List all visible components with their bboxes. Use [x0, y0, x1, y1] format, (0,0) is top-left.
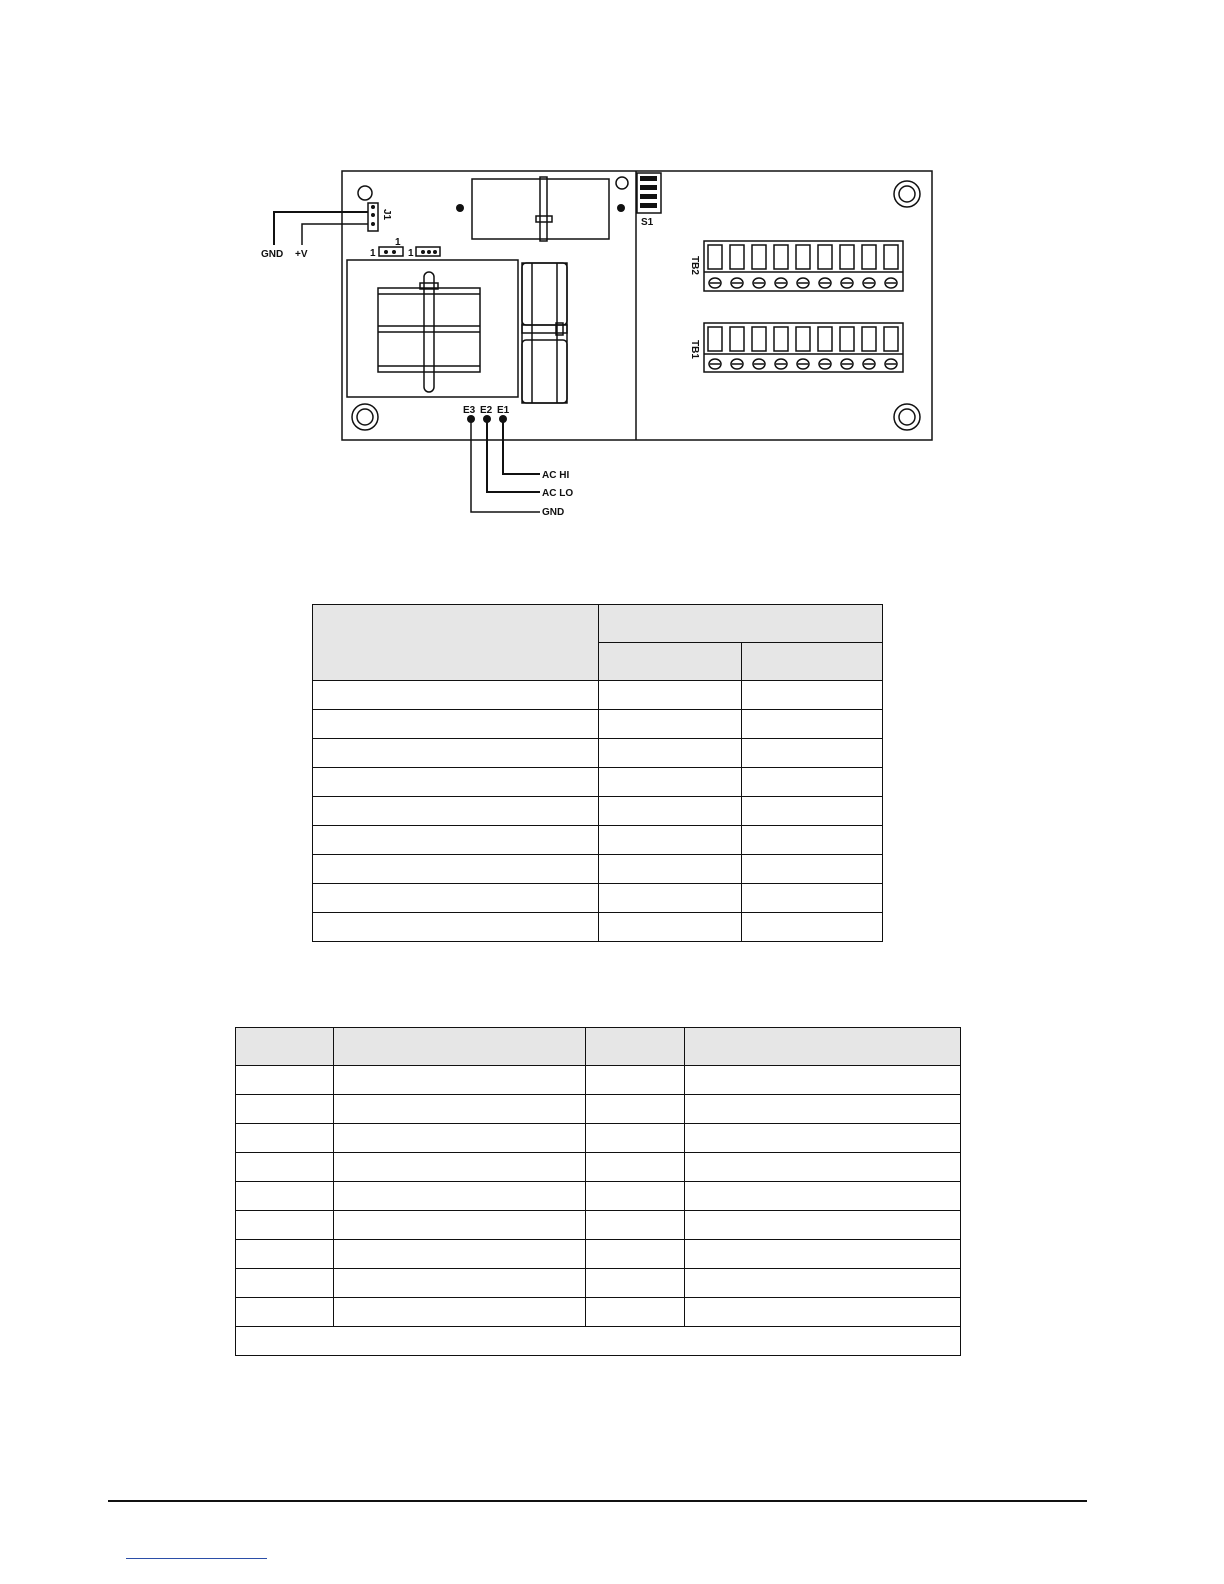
table-cell [742, 768, 883, 797]
table-row [236, 1269, 961, 1298]
table-1-header-col-1 [313, 605, 599, 681]
terminal-cell [818, 245, 832, 269]
terminal-block-tb1 [704, 323, 903, 372]
table-cell [236, 1211, 334, 1240]
table-2-header-col-3 [586, 1028, 685, 1066]
table-cell [236, 1269, 334, 1298]
label-gnd-bottom: GND [542, 507, 565, 518]
label-jumper-pin-left: 1 [370, 248, 376, 259]
table-footer-row [236, 1327, 961, 1356]
table-2-header-col-1 [236, 1028, 334, 1066]
table-row [313, 826, 883, 855]
table-cell [586, 1211, 685, 1240]
table-cell [599, 739, 742, 768]
table-cell [334, 1298, 586, 1327]
jumper-1 [379, 247, 403, 256]
table-cell [236, 1124, 334, 1153]
table-cell [313, 884, 599, 913]
label-tb1: TB1 [689, 340, 700, 359]
pad-e1 [499, 415, 507, 423]
mounting-hole-bottom-right [894, 404, 920, 430]
label-e3: E3 [463, 405, 476, 416]
table-cell [586, 1269, 685, 1298]
table-cell [599, 710, 742, 739]
table-cell [685, 1240, 961, 1269]
table-2 [235, 1027, 961, 1356]
terminal-cell [884, 327, 898, 351]
table-cell [236, 1298, 334, 1327]
table-row [313, 681, 883, 710]
table-cell [742, 681, 883, 710]
table-cell [313, 913, 599, 942]
table-cell [313, 710, 599, 739]
table-cell [334, 1153, 586, 1182]
terminal-cell [708, 245, 722, 269]
table-cell [334, 1211, 586, 1240]
table-row [236, 1240, 961, 1269]
table-row [313, 884, 883, 913]
mounting-hole-top-right [894, 181, 920, 207]
table-row [313, 768, 883, 797]
table-row [313, 710, 883, 739]
table-row [236, 1211, 961, 1240]
label-ac-lo: AC LO [542, 488, 574, 499]
terminal-cell [752, 245, 766, 269]
terminal-cell [862, 245, 876, 269]
label-tb2: TB2 [689, 256, 700, 275]
table-cell [742, 826, 883, 855]
table-cell [742, 855, 883, 884]
table-2-header-col-2 [334, 1028, 586, 1066]
terminal-cell [752, 327, 766, 351]
table-row [236, 1182, 961, 1211]
terminal-cell [730, 327, 744, 351]
mounting-hole-top-left [358, 186, 372, 200]
table-cell [313, 681, 599, 710]
table-cell [586, 1240, 685, 1269]
wire-gnd [274, 212, 368, 245]
terminal-cell [840, 327, 854, 351]
terminal-cell [818, 327, 832, 351]
table-cell [334, 1240, 586, 1269]
table-footer-cell [236, 1327, 961, 1356]
table-cell [599, 681, 742, 710]
table-cell [586, 1153, 685, 1182]
table-1-header-col-2 [599, 643, 742, 681]
circuit-board-diagram [0, 0, 1224, 560]
wire-ac-hi [503, 419, 540, 474]
terminal-cell [840, 245, 854, 269]
table-2-header-col-4 [685, 1028, 961, 1066]
label-plus-v: +V [295, 249, 308, 260]
table-row [236, 1124, 961, 1153]
table-cell [236, 1095, 334, 1124]
label-e2: E2 [480, 405, 493, 416]
table-cell [313, 826, 599, 855]
table-cell [334, 1124, 586, 1153]
table-1 [312, 604, 883, 942]
label-j1: J1 [381, 209, 392, 221]
label-jumper-pin-right: 1 [408, 248, 414, 259]
table-cell [742, 797, 883, 826]
relay-component [472, 177, 609, 241]
table-cell [742, 739, 883, 768]
terminal-cell [774, 245, 788, 269]
table-2-body [236, 1066, 961, 1356]
table-cell [685, 1298, 961, 1327]
label-gnd-left: GND [261, 249, 284, 260]
table-cell [236, 1066, 334, 1095]
table-cell [599, 797, 742, 826]
table-cell [236, 1240, 334, 1269]
mounting-hole-bottom-left [352, 404, 378, 430]
table-cell [334, 1182, 586, 1211]
terminal-cell [862, 327, 876, 351]
table-row [236, 1298, 961, 1327]
label-e1: E1 [497, 405, 510, 416]
table-cell [599, 913, 742, 942]
terminal-cell [796, 245, 810, 269]
table-row [313, 739, 883, 768]
terminal-cell [796, 327, 810, 351]
table-cell [742, 710, 883, 739]
label-ac-hi: AC HI [542, 470, 570, 481]
table-row [236, 1095, 961, 1124]
table-cell [236, 1182, 334, 1211]
table-cell [685, 1066, 961, 1095]
table-cell [586, 1298, 685, 1327]
table-cell [599, 884, 742, 913]
table-cell [742, 913, 883, 942]
table-cell [685, 1124, 961, 1153]
label-jumper-pin-top: 1 [395, 237, 401, 248]
table-cell [313, 855, 599, 884]
table-cell [599, 768, 742, 797]
table-cell [685, 1211, 961, 1240]
wire-plus-v [302, 224, 368, 245]
table-cell [236, 1153, 334, 1182]
table-cell [586, 1124, 685, 1153]
table-cell [742, 884, 883, 913]
terminal-cell [730, 245, 744, 269]
pad-e2 [483, 415, 491, 423]
table-cell [313, 768, 599, 797]
table-row [313, 913, 883, 942]
table-cell [334, 1095, 586, 1124]
terminal-block-tb2 [704, 241, 903, 291]
table-cell [313, 739, 599, 768]
table-cell [685, 1182, 961, 1211]
table-1-header-group [599, 605, 883, 643]
label-s1: S1 [641, 217, 654, 228]
table-row [313, 797, 883, 826]
table-cell [586, 1182, 685, 1211]
capacitor [522, 263, 567, 403]
table-1-header-col-3 [742, 643, 883, 681]
table-1-body [313, 681, 883, 942]
table-cell [586, 1066, 685, 1095]
terminal-cell [884, 245, 898, 269]
footer-rule [108, 1500, 1087, 1502]
pad-e3 [467, 415, 475, 423]
footer-link-underline [126, 1558, 267, 1559]
table-cell [599, 826, 742, 855]
table-row [236, 1153, 961, 1182]
table-cell [334, 1066, 586, 1095]
wire-gnd-bottom [471, 419, 540, 512]
transformer [347, 260, 518, 397]
table-cell [599, 855, 742, 884]
table-cell [685, 1269, 961, 1298]
table-cell [685, 1153, 961, 1182]
table-cell [334, 1269, 586, 1298]
table-cell [586, 1095, 685, 1124]
table-row [313, 855, 883, 884]
table-cell [685, 1095, 961, 1124]
wire-ac-lo [487, 419, 540, 492]
table-cell [313, 797, 599, 826]
terminal-cell [708, 327, 722, 351]
table-row [236, 1066, 961, 1095]
terminal-cell [774, 327, 788, 351]
